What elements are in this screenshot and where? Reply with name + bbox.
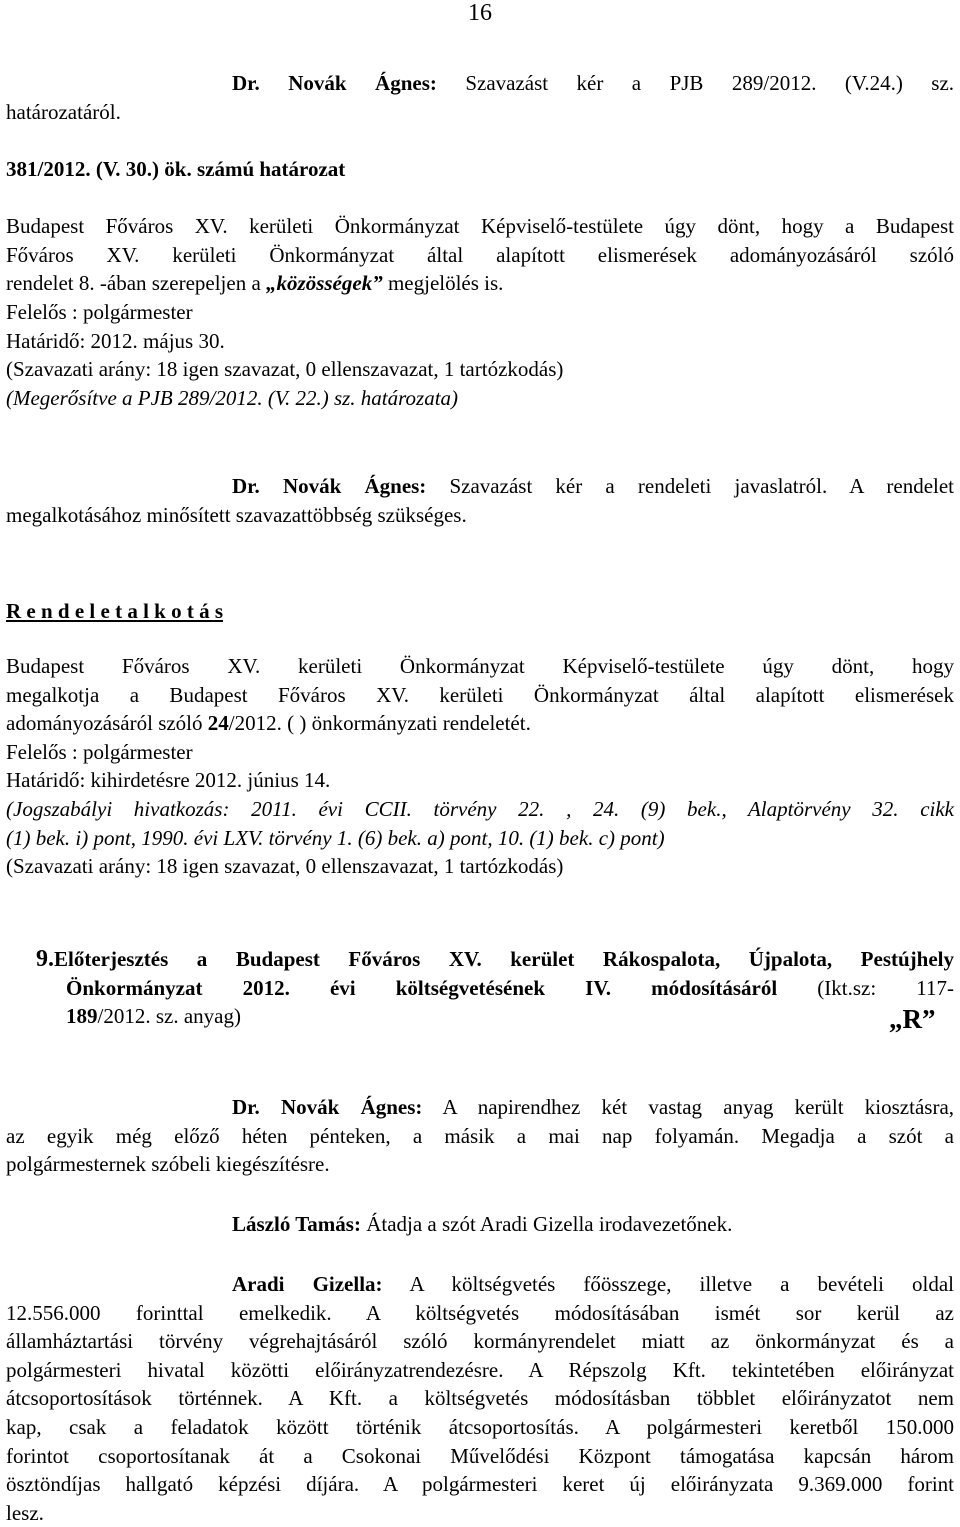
item9-mark: „R” (889, 1004, 936, 1035)
speaker-name: Aradi Gizella: (232, 1272, 383, 1296)
term-communities: „közösségek” (266, 271, 383, 296)
novak-line3: polgármesternek szóbeli kiegészítésre. (6, 1152, 330, 1177)
agenda-item-9 (6, 945, 954, 1035)
speaker-name: Dr. Novák Ágnes: (232, 1095, 423, 1119)
decree-heading: R e n d e l e t a l k o t á s (6, 599, 223, 623)
decree-deadline: Határidő: kihirdetésre 2012. június 14. (6, 768, 331, 793)
novak-statement (6, 1093, 954, 1179)
decree-line1: Budapest Főváros XV. kerületi Önkormányzat Képviselő-testülete úgy dönt, hogy (6, 654, 954, 678)
decree-line3: adományozásáról szóló 24/2012. ( ) önkormányzati rendeletét. (6, 711, 531, 736)
page-number: 16 (468, 0, 492, 26)
resolution-responsible: Felelős : polgármester (6, 299, 193, 324)
novak-line1: Dr. Novák Ágnes: A napirendhez két vastag anyag került kiosztásra, (232, 1095, 955, 1119)
aradi-line6: kap, csak a feladatok között történik átcsoportosítás. A polgármesteri keretből 150.000 (6, 1414, 954, 1439)
speaker-name: Dr. Novák Ágnes: (232, 474, 427, 498)
novak-line2: az egyik még előző héten pénteken, a másik a mai nap folyamán. Megadja a szót a (6, 1123, 954, 1148)
laszlo-line: László Tamás: Átadja a szót Aradi Gizella irodavezetőnek. (232, 1212, 733, 1236)
decree-vote: (Szavazati arány: 18 igen szavazat, 0 ellenszavazat, 1 tartózkodás) (6, 854, 564, 879)
speaker-name: László Tamás: (232, 1212, 361, 1236)
aradi-statement (6, 1270, 954, 1527)
decree-legal-line1: (Jogszabályi hivatkozás: 2011. évi CCII. törvény 22. , 24. (9) bek., Alaptörvény 32. cikk (6, 796, 954, 821)
item9-line2: Önkormányzat 2012. évi költségvetésének IV. módosításáról (Ikt.sz: 117- (66, 975, 954, 1000)
aradi-line8: ösztöndíjas hallgató képzési díjára. A polgármesteri keret új előirányzata 9.369.000 forint (6, 1472, 954, 1497)
prev-vote-line2: határozatáról. (6, 99, 121, 124)
aradi-line7: forintot csoportosítanak át a Csokonai Művelődési Központ támogatása kapcsán három (6, 1443, 954, 1468)
resolution-text-line2: Főváros XV. kerületi Önkormányzat által alapított elismerések adományozásáról szóló (6, 242, 954, 267)
resolution-text-line3: rendelet 8. -ában szerepeljen a „közösségek” megjelölés is. (6, 271, 504, 296)
laszlo-statement (6, 1210, 954, 1239)
decree-block (6, 597, 954, 626)
item9-line3: 189/2012. sz. anyag) „R” (66, 1004, 936, 1035)
aradi-line9: lesz. (6, 1500, 44, 1525)
resolution-deadline: Határidő: 2012. május 30. (6, 328, 225, 353)
decree-text (6, 652, 954, 881)
request-line2: megalkotásához minősített szavazattöbbség szükséges. (6, 502, 467, 527)
item9-line1: 9.Előterjesztés a Budapest Főváros XV. kerület Rákospalota, Újpalota, Pestújhely (36, 946, 954, 972)
aradi-line4: polgármesteri hivatal közötti előirányzatrendezésre. A Répszolg Kft. tekintetében előirányzat (6, 1357, 954, 1382)
prev-vote-line1: Dr. Novák Ágnes: Szavazást kér a PJB 289/2012. (V.24.) sz. (232, 71, 955, 95)
item-number: 9. (36, 946, 54, 972)
aradi-line3: államháztartási törvény végrehajtásáról szóló kormányrendelet miatt az önkormányzat és a (6, 1329, 954, 1354)
resolution-block (6, 155, 954, 412)
decree-legal-line2: (1) bek. i) pont, 1990. évi LXV. törvény 1. (6) bek. a) pont, 10. (1) bek. c) pont) (6, 825, 665, 850)
aradi-line5: átcsoportosítások történnek. A Kft. a költségvetés módosításban többlet előirányzatot nem (6, 1386, 954, 1411)
resolution-confirmed: (Megerősítve a PJB 289/2012. (V. 22.) sz. határozata) (6, 385, 459, 410)
decree-line2: megalkotja a Budapest Főváros XV. kerületi Önkormányzat által alapított elismerések (6, 682, 954, 707)
decree-responsible: Felelős : polgármester (6, 739, 193, 764)
prev-vote-request (6, 69, 954, 126)
resolution-text-line1: Budapest Főváros XV. kerületi Önkormányzat Képviselő-testülete úgy dönt, hogy a Budapest (6, 214, 954, 239)
aradi-line2: 12.556.000 forinttal emelkedik. A költségvetés módosításában ismét sor kerül az (6, 1300, 954, 1325)
resolution-number: 381/2012. (V. 30.) ök. számú határozat (6, 157, 346, 181)
speaker-name: Dr. Novák Ágnes: (232, 71, 437, 95)
resolution-vote: (Szavazati arány: 18 igen szavazat, 0 ellenszavazat, 1 tartózkodás) (6, 357, 564, 382)
request-line1: Dr. Novák Ágnes: Szavazást kér a rendeleti javaslatról. A rendelet (232, 474, 955, 498)
decree-vote-request (6, 472, 954, 529)
aradi-line1: Aradi Gizella: A költségvetés főösszege, illetve a bevételi oldal (232, 1272, 955, 1296)
